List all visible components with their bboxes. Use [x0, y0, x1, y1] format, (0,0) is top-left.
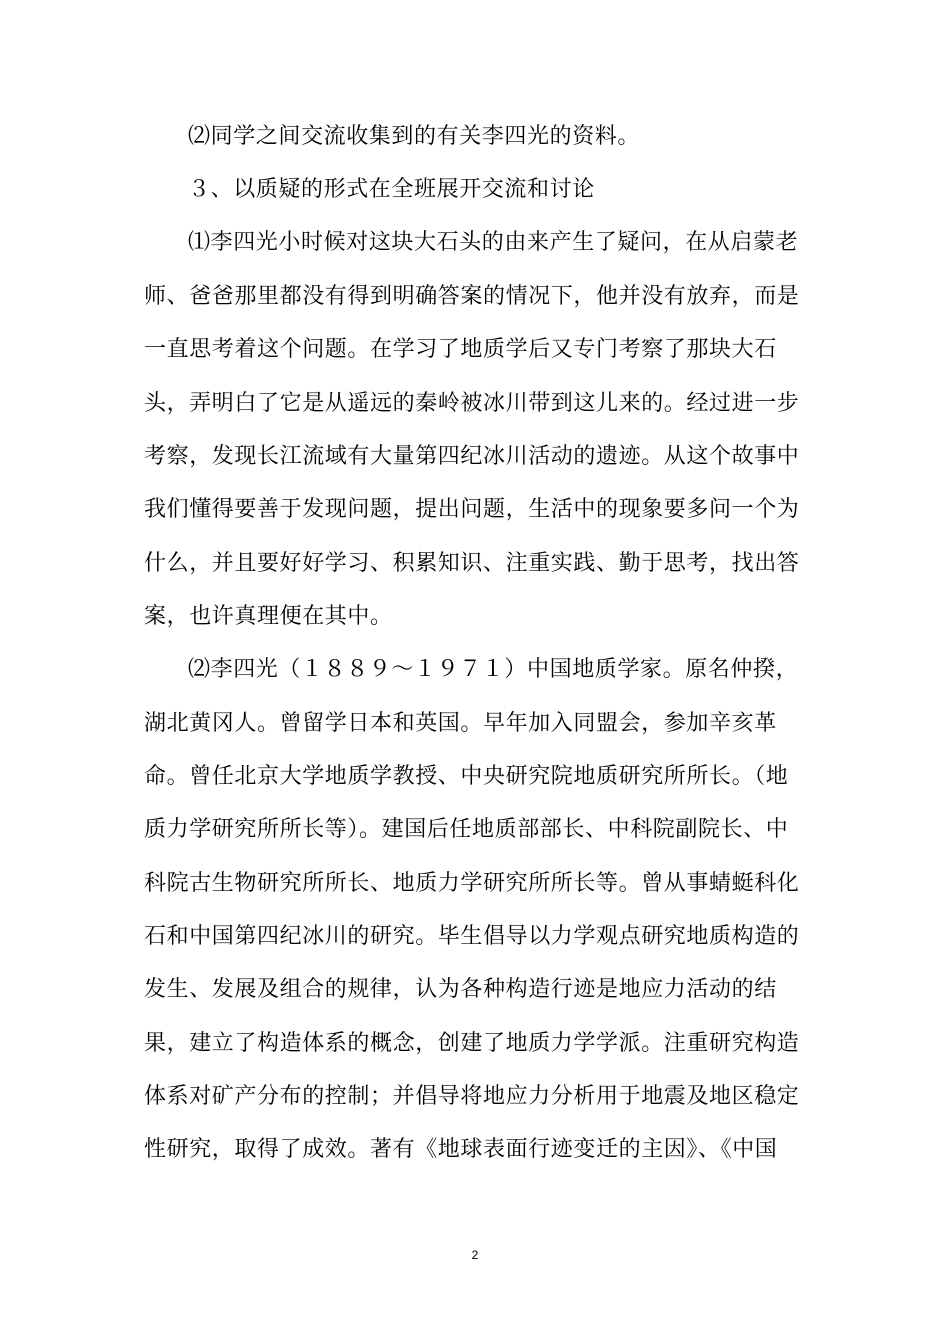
paragraph-line: ⑵同学之间交流收集到的有关李四光的资料。: [188, 124, 641, 149]
paragraph-line: 师、爸爸那里都没有得到明确答案的情况下，他并没有放弃，而是: [144, 284, 800, 309]
section-heading: ３、以质疑的形式在全班展开交流和讨论: [188, 177, 595, 202]
paragraph-line: ⑴李四光小时候对这块大石头的由来产生了疑问，在从启蒙老: [188, 230, 799, 255]
paragraph-line: 科院古生物研究所所长、地质力学研究所所长等。曾从事蜻蜓科化: [144, 871, 800, 896]
paragraph-line: 案，也许真理便在其中。: [144, 604, 393, 629]
paragraph-line: 湖北黄冈人。曾留学日本和英国。早年加入同盟会，参加辛亥革: [144, 711, 777, 736]
paragraph-line: 性研究，取得了成效。著有《地球表面行迹变迁的主因》、《中国: [144, 1137, 778, 1162]
paragraph-line: 质力学研究所所长等）。建国后任地质部部长、中科院副院长、中: [144, 817, 789, 842]
paragraph-line: 命。曾任北京大学地质学教授、中央研究院地质研究所所长。（地: [144, 764, 789, 789]
paragraph-line: 我们懂得要善于发现问题，提出问题，生活中的现象要多问一个为: [144, 497, 800, 522]
paragraph-line: 一直思考着这个问题。在学习了地质学后又专门考察了那块大石: [144, 337, 777, 362]
paragraph-line: 体系对矿产分布的控制；并倡导将地应力分析用于地震及地区稳定: [144, 1084, 800, 1109]
paragraph-line: 果，建立了构造体系的概念，创建了地质力学学派。注重研究构造: [144, 1031, 800, 1056]
paragraph-line: ⑵李四光（１８８９～１９７１）中国地质学家。原名仲揆，: [188, 657, 799, 682]
paragraph-line: 考察，发现长江流域有大量第四纪冰川活动的遗迹。从这个故事中: [144, 444, 800, 469]
paragraph-line: 石和中国第四纪冰川的研究。毕生倡导以力学观点研究地质构造的: [144, 924, 800, 949]
paragraph-line: 头，弄明白了它是从遥远的秦岭被冰川带到这儿来的。经过进一步: [144, 391, 800, 416]
paragraph-line: 什么，并且要好好学习、积累知识、注重实践、勤于思考，找出答: [144, 551, 800, 576]
page-number: 2: [471, 1248, 479, 1262]
paragraph-line: 发生、发展及组合的规律，认为各种构造行迹是地应力活动的结: [144, 977, 777, 1002]
